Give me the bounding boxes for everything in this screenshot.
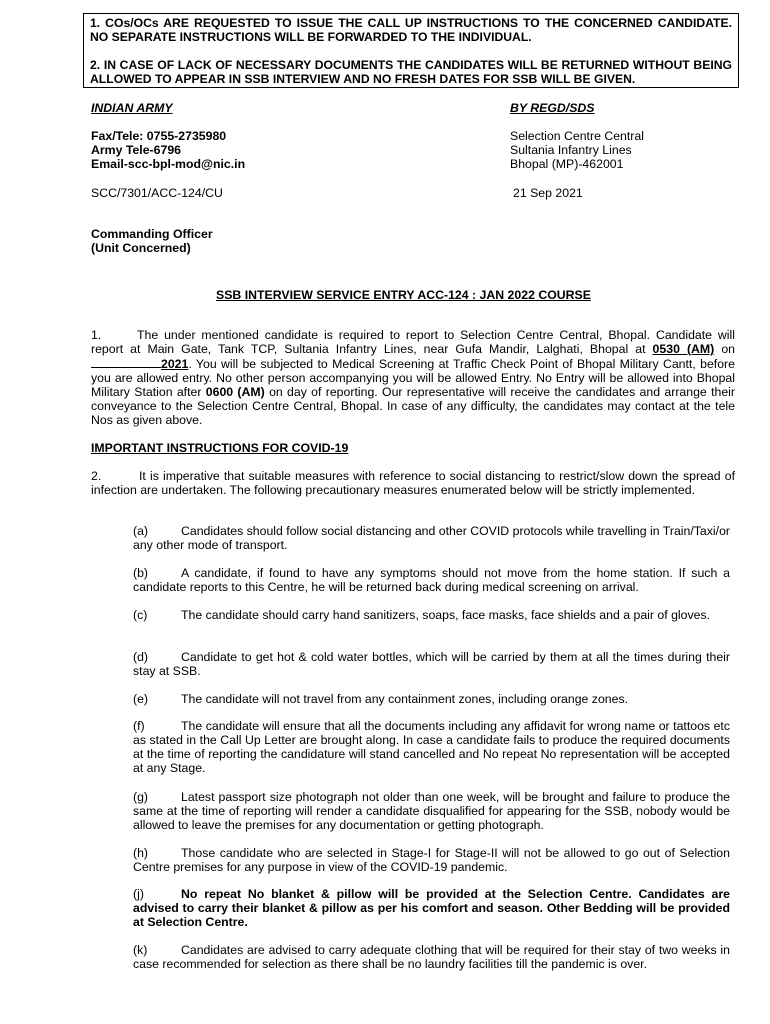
item-label: (g)	[133, 790, 149, 804]
para-1-text-a: The under mentioned candidate is required to report to Selection Centre Central, Bhopal. Candidate will report at Main Gate, Tank TCP, Sultania Infantry Lines, near Gufa Mandir, Lalghati, Bhopal at	[91, 328, 735, 356]
item-label: (a)	[133, 524, 149, 538]
item-text: The candidate will ensure that all the documents including any affidavit for wrong name or tattoos etc as stated in the Call Up Letter are brought along. In case a candidate fails to produce the required documents at the time of reporting the candidature will stand cancelled and No repeat No representation will be accepted at any Stage.	[133, 719, 730, 775]
item-text: The candidate should carry hand sanitizers, soaps, face masks, face shields and a pair of gloves.	[181, 608, 711, 622]
addressee-block	[91, 227, 213, 255]
issuer-title: INDIAN ARMY	[91, 101, 173, 115]
notice-point-2: 2. IN CASE OF LACK OF NECESSARY DOCUMENTS THE CANDIDATES WILL BE RETURNED WITHOUT BEING ALLOWED TO APPEAR IN SSB INTERVIEW AND NO FRESH DATES FOR SSB WILL BE GIVEN.	[90, 58, 732, 86]
para-1-text-b: on	[721, 342, 735, 356]
item-label: (e)	[133, 692, 149, 706]
addressee-line-2: (Unit Concerned)	[91, 241, 191, 255]
contact-block	[91, 129, 245, 171]
paragraph-1	[91, 328, 735, 427]
address-line-1: Selection Centre Central	[510, 129, 644, 143]
notice-box	[83, 13, 739, 88]
addressee-line-1: Commanding Officer	[91, 227, 213, 241]
item-label: (f)	[133, 719, 145, 733]
report-time: 0530 (AM)	[652, 342, 715, 356]
item-text: Latest passport size photograph not older than one week, will be brought and failure to produce the same at the time of reporting will render a candidate disqualified for appearing for the SSB, nobody would be allowed to leave the premises for any documentation or getting photograph.	[133, 790, 730, 832]
paragraph-2	[91, 469, 735, 497]
address-line-2: Sultania Infantry Lines	[510, 143, 632, 157]
item-text: Candidates should follow social distancing and other COVID protocols while travelling in Train/Taxi/or any other mode of transport.	[133, 524, 730, 552]
item-label: (h)	[133, 846, 149, 860]
covid-heading: IMPORTANT INSTRUCTIONS FOR COVID-19	[91, 441, 349, 455]
item-text: The candidate will not travel from any containment zones, including orange zones.	[181, 692, 629, 706]
list-item	[133, 943, 730, 971]
item-text: Candidate to get hot & cold water bottles, which will be carried by them at all the times during their stay at SSB.	[133, 650, 730, 678]
list-item	[133, 524, 730, 552]
dispatch-mode: BY REGD/SDS	[510, 101, 595, 115]
email-address: Email-scc-bpl-mod@nic.in	[91, 157, 246, 171]
para-1-number: 1.	[91, 328, 102, 342]
list-item	[133, 846, 730, 874]
address-block	[510, 129, 644, 171]
item-text: A candidate, if found to have any symptoms should not move from the home station. If such a candidate reports to this Centre, he will be returned back during medical screening on arrival.	[133, 566, 730, 594]
list-item	[133, 692, 730, 706]
para-2-number: 2.	[91, 469, 102, 483]
list-item	[133, 608, 730, 622]
item-text: No repeat No blanket & pillow will be provided at the Selection Centre. Candidates are advised to carry their blanket & pillow as per his comfort and season. Other Bedding will be provided at Selection Centre.	[133, 887, 730, 929]
subject-heading: SSB INTERVIEW SERVICE ENTRY ACC-124 : JAN 2022 COURSE	[216, 288, 591, 302]
date-blank	[91, 356, 161, 368]
list-item	[133, 650, 730, 678]
army-tele: Army Tele-6796	[91, 143, 181, 157]
list-item	[133, 566, 730, 594]
item-label: (d)	[133, 650, 149, 664]
list-item	[133, 790, 730, 832]
para-1-text-c: . You will be subjected to Medical Screening at Traffic Check Point of Bhopal Military Cantt, before you are allowed entry. No other person accompanying you will be allowed Entry. No Entry will be allowed into Bhopal Military Station after	[91, 357, 735, 399]
item-label: (j)	[133, 887, 144, 901]
item-text: Candidates are advised to carry adequate clothing that will be required for their stay of two weeks in case recommended for selection as there shall be no laundry facilities till the pandemic is over.	[133, 943, 730, 971]
address-line-3: Bhopal (MP)-462001	[510, 157, 624, 171]
item-label: (c)	[133, 608, 148, 622]
item-text: Those candidate who are selected in Stage-I for Stage-II will not be allowed to go out of Selection Centre premises for any purpose in view of the COVID-19 pandemic.	[133, 846, 730, 874]
item-label: (k)	[133, 943, 148, 957]
para-1-text-d: on day of reporting. Our representative will receive the candidates and arrange their conveyance to the Selection Centre Central, Bhopal. In case of any difficulty, the candidates may contact at the tele Nos as given above.	[91, 385, 735, 427]
item-label: (b)	[133, 566, 149, 580]
para-2-text: It is imperative that suitable measures with reference to social distancing to restrict/slow down the spread of infection are undertaken. The following precautionary measures enumerated below will be strictly implemented.	[91, 469, 735, 497]
fax-number: Fax/Tele: 0755-2735980	[91, 129, 227, 143]
notice-point-1: 1. COs/OCs ARE REQUESTED TO ISSUE THE CALL UP INSTRUCTIONS TO THE CONCERNED CANDIDATE. NO SEPARATE INSTRUCTIONS WILL BE FORWARDED TO THE INDIVIDUAL.	[90, 16, 732, 44]
list-item	[133, 719, 730, 775]
letter-date: 21 Sep 2021	[513, 186, 583, 200]
entry-time: 0600 (AM)	[205, 385, 265, 399]
report-year: 2021	[161, 357, 189, 371]
reference-number: SCC/7301/ACC-124/CU	[91, 186, 223, 200]
list-item	[133, 887, 730, 929]
